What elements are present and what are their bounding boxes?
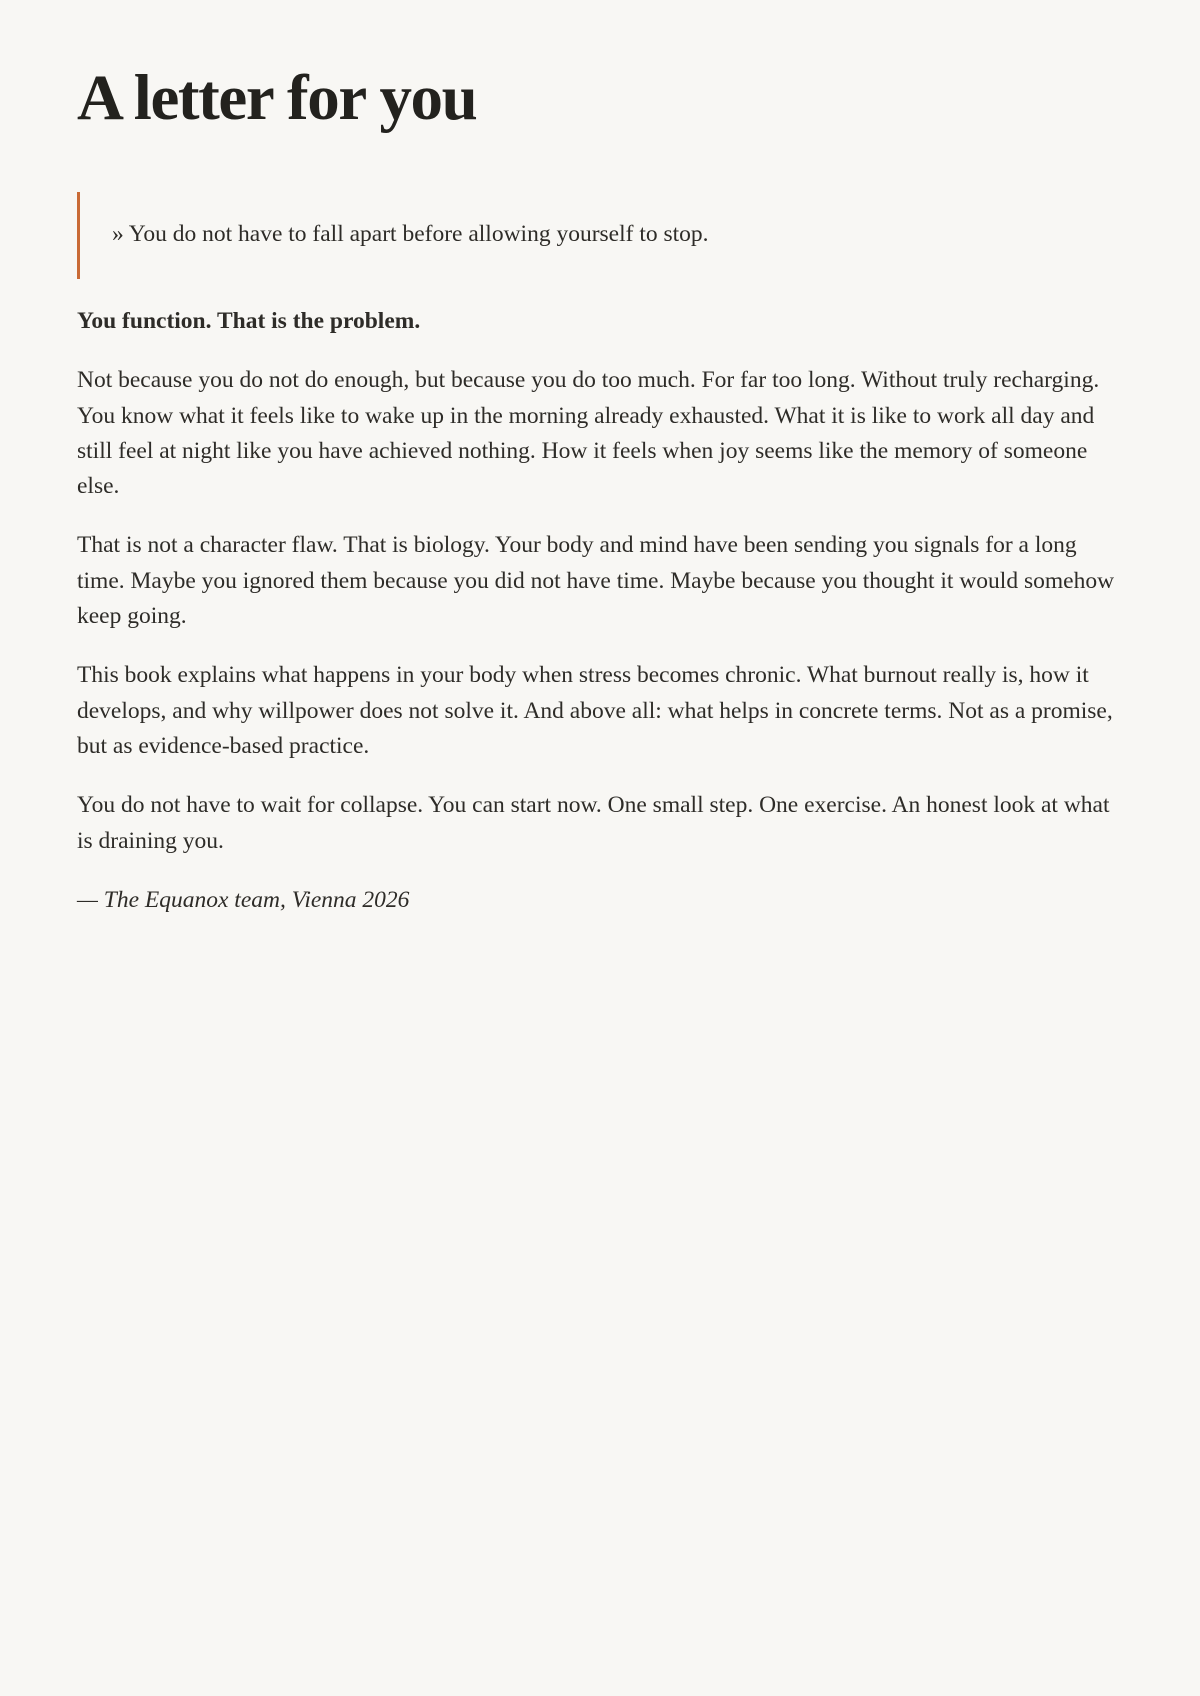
paragraph-2: That is not a character flaw. That is biology. Your body and mind have been sending you signals for a long time. Maybe you ignored them because you did not have time. Maybe because you thought it would somehow keep going. [77,532,1115,630]
paragraph-4: You do not have to wait for collapse. You can start now. One small step. One exercise. An honest look at what is draining you. [77,792,1110,854]
signature: — The Equanox team, Vienna 2026 [77,886,410,913]
letter-body [77,304,1123,918]
pull-quote [77,192,1123,279]
paragraph-1: Not because you do not do enough, but because you do too much. For far too long. Without truly recharging. You know what it feels like to wake up in the morning already exhausted. What it is like to work all day and still feel at night like you have achieved nothing. How it feels when joy seems like the memory of someone else. [77,367,1100,500]
page-title: A letter for you [77,62,477,134]
paragraph-3: This book explains what happens in your body when stress becomes chronic. What burnout really is, how it develops, and why willpower does not solve it. And above all: what helps in concrete terms. Not as a promise, but as evidence-based practice. [77,662,1113,759]
lead-sentence: You function. That is the problem. [77,308,421,334]
pull-quote-text: » You do not have to fall apart before allowing yourself to stop. [112,221,709,247]
